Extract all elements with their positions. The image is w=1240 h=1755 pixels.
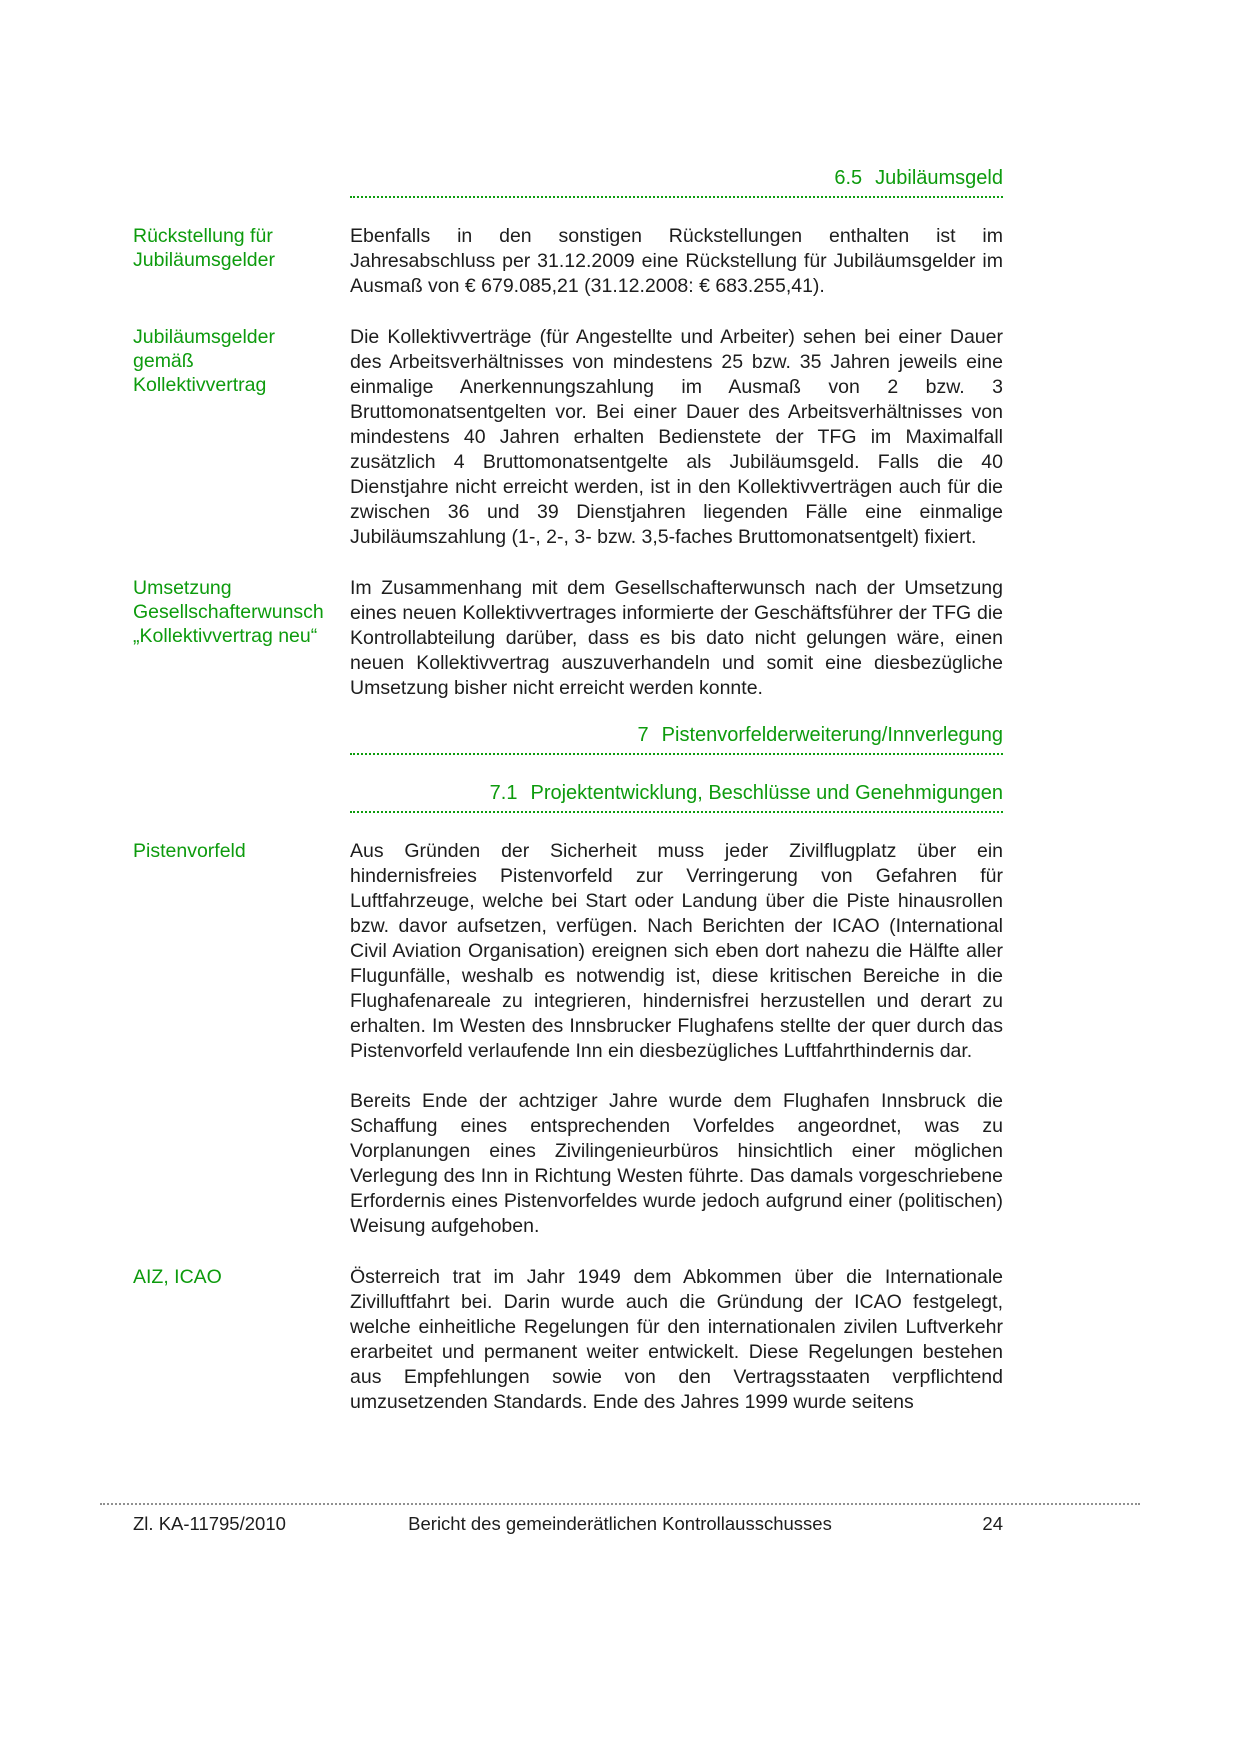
margin-label-pistenvorfeld: Pistenvorfeld xyxy=(133,840,246,862)
paragraph: Ebenfalls in den sonstigen Rückstellungen enthalten ist im Jahresabschluss per 31.12.2009 eine Rückstellung für Jubiläumsgelder im Ausmaß von € 679.085,21 (31.12.2008: € 683.255,41). xyxy=(350,225,1003,297)
body-text-kollektivvertrag xyxy=(350,325,1003,550)
content-block-pistenvorfeld xyxy=(133,839,1003,1239)
section-number: 7 xyxy=(637,724,649,746)
paragraph: Die Kollektivverträge (für Angestellte und Arbeiter) sehen bei einer Dauer des Arbeitsverhältnisses von mindestens 25 bzw. 35 Jahren jeweils eine einmalige Anerkennungszahlung im Ausmaß von 2 bzw. 3 Bruttomonatsentgelten vor. Bei einer Dauer des Arbeitsverhältnisses von mindestens 40 Jahren erhalten Bedienstete der TFG im Maximalfall zusätzlich 4 Bruttomonatsentgelte als Jubiläumsgeld. Falls die 40 Dienstjahre nicht erreicht werden, ist in den Kollektivverträgen auch für die zwischen 36 und 39 Dienstjahren liegenden Fälle eine einmalige Jubiläumszahlung (1-, 2-, 3- bzw. 3,5-faches Bruttomonatsentgelt) fixiert. xyxy=(350,326,1003,548)
paragraph: Aus Gründen der Sicherheit muss jeder Zivilflugplatz über ein hindernisfreies Pistenvorfeld zur Verringerung von Gefahren für Luftfahrzeuge, welche bei Start oder Landung über die Piste hinausrollen bzw. davor aufsetzen, verfügen. Nach Berichten der ICAO (International Civil Aviation Organisation) ereignen sich eben dort nahezu die Hälfte aller Flugunfälle, weshalb es notwendig ist, diese kritischen Bereiche in die Flughafenareale zu integrieren, hindernisfrei herzustellen und derart zu erhalten. Im Westen des Innsbrucker Flughafens stellte der quer durch das Pistenvorfeld verlaufende Inn ein diesbezügliches Luftfahrthindernis dar. xyxy=(350,840,1003,1062)
paragraph: Im Zusammenhang mit dem Gesellschafterwunsch nach der Umsetzung eines neuen Kollektivvertrages informierte der Geschäftsführer der TFG die Kontrollabteilung darüber, dass es bis dato nicht gelungen wäre, einen neuen Kollektivvertrag auszuverhandeln und somit eine diesbezügliche Umsetzung bisher nicht erreicht werden konnte. xyxy=(350,577,1003,699)
margin-label-aiz-icao: AIZ, ICAO xyxy=(133,1266,222,1288)
section-number: 6.5 xyxy=(834,167,863,189)
content-block-ruckstellung xyxy=(133,224,1003,299)
section-title: Projektentwicklung, Beschlüsse und Genehmigungen xyxy=(530,782,1003,804)
section-title: Jubiläumsgeld xyxy=(875,167,1003,189)
body-text-umsetzung xyxy=(350,576,1003,701)
body-text-ruckstellung xyxy=(350,224,1003,299)
content-block-kollektivvertrag xyxy=(133,325,1003,550)
page-content xyxy=(133,166,1003,1415)
margin-label-ruckstellung: Rückstellung für Jubiläumsgelder xyxy=(133,225,275,271)
footer-title: Bericht des gemeinderätlichen Kontrollausschusses xyxy=(408,1513,832,1534)
footer-reference: Zl. KA-11795/2010 xyxy=(133,1513,286,1534)
margin-label-kollektivvertrag: Jubiläumsgelder gemäß Kollektivvertrag xyxy=(133,326,275,396)
page-footer xyxy=(100,1503,1140,1535)
paragraph: Österreich trat im Jahr 1949 dem Abkommen über die Internationale Zivilluftfahrt bei. Darin wurde auch die Gründung der ICAO festgelegt, welche einheitliche Regelungen für den internationalen zivilen Luftverkehr erarbeitet und permanent weiter entwickelt. Diese Regelungen bestehen aus Empfehlungen sowie von den Vertragsstaaten verpflichtend umzusetzenden Standards. Ende des Jahres 1999 wurde seitens xyxy=(350,1266,1003,1413)
section-number: 7.1 xyxy=(489,782,518,804)
margin-label-umsetzung: Umsetzung Gesellschafterwunsch „Kollektivvertrag neu“ xyxy=(133,577,324,647)
section-title: Pistenvorfelderweiterung/Innverlegung xyxy=(661,724,1003,746)
body-text-aiz-icao xyxy=(350,1265,1003,1415)
paragraph: Bereits Ende der achtziger Jahre wurde dem Flughafen Innsbruck die Schaffung eines entsprechenden Vorfeldes angeordnet, was zu Vorplanungen eines Zivilingenieurbüros hinsichtlich einer möglichen Verlegung des Inn in Richtung Westen führte. Das damals vorgeschriebene Erfordernis eines Pistenvorfeldes wurde jedoch aufgrund einer (politischen) Weisung aufgehoben. xyxy=(350,1090,1003,1237)
body-text-pistenvorfeld xyxy=(350,839,1003,1239)
section-heading-7-1 xyxy=(350,781,1003,813)
footer-row xyxy=(100,1513,1140,1535)
footer-page-number: 24 xyxy=(982,1513,1003,1534)
content-block-aiz-icao xyxy=(133,1265,1003,1415)
section-heading-7 xyxy=(350,723,1003,755)
content-block-umsetzung xyxy=(133,576,1003,701)
section-heading-6-5 xyxy=(350,166,1003,198)
